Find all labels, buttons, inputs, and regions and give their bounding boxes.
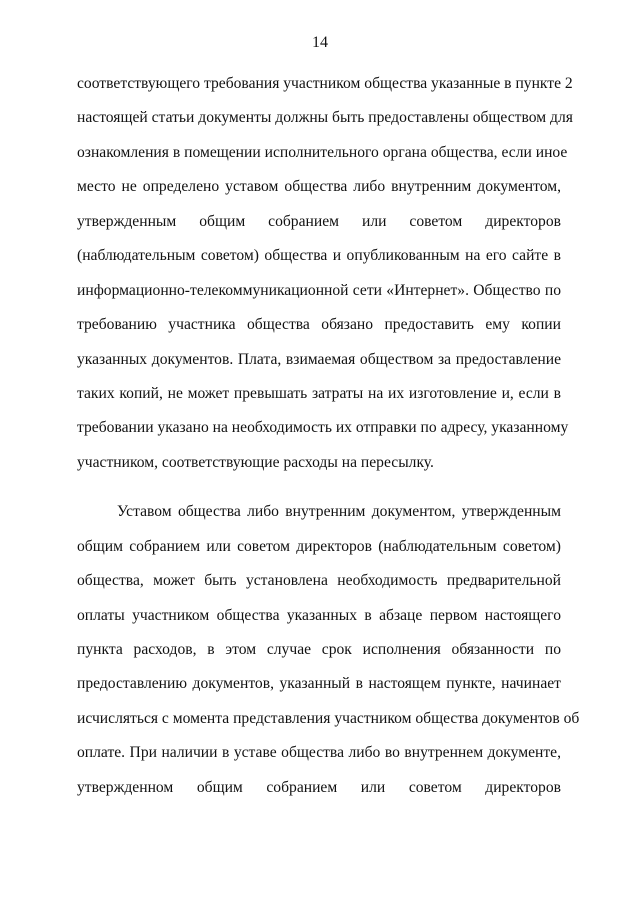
text-line: утвержденном общим собранием или советом директоров: [77, 778, 561, 796]
text-line: ознакомления в помещении исполнительного органа общества, если иное: [77, 143, 568, 161]
text-line: (наблюдательным советом) общества и опубликованным на его сайте в: [77, 247, 561, 265]
text-line: таких копий, не может превышать затраты на их изготовление и, если в: [77, 384, 561, 402]
paragraph-spacer: [77, 480, 561, 495]
text-line: оплаты участником общества указанных в абзаце первом настоящего: [77, 606, 561, 624]
text-line: общим собранием или советом директоров (наблюдательным советом): [77, 537, 561, 555]
text-line: исчисляться с момента представления участником общества документов об: [77, 709, 580, 727]
text-line: участником, соответствующие расходы на пересылку.: [77, 453, 434, 471]
text-line: место не определено уставом общества либо внутренним документом,: [77, 178, 561, 196]
text-line: указанных документов. Плата, взимаемая обществом за предоставление: [77, 350, 561, 368]
paragraph-1: [77, 67, 573, 480]
paragraph-2: [77, 495, 580, 805]
text-line: требованию участника общества обязано предоставить ему копии: [77, 316, 561, 334]
text-line: Уставом общества либо внутренним документом, утвержденным: [117, 503, 561, 521]
text-line: утвержденным общим собранием или советом директоров: [77, 212, 561, 230]
page-number: 14: [312, 34, 328, 51]
text-line: соответствующего требования участником общества указанные в пункте 2: [77, 75, 573, 92]
text-line: пункта расходов, в этом случае срок исполнения обязанности по: [77, 641, 561, 658]
text-line: информационно-телекоммуникационной сети «Интернет». Общество по: [77, 281, 561, 299]
body-text: [77, 67, 580, 805]
text-line: настоящей статьи документы должны быть предоставлены обществом для: [77, 109, 573, 127]
text-line: предоставлению документов, указанный в настоящем пункте, начинает: [77, 675, 561, 693]
text-line: общества, может быть установлена необходимость предварительной: [77, 572, 561, 590]
text-line: оплате. При наличии в уставе общества либо во внутреннем документе,: [77, 744, 561, 762]
text-line: требовании указано на необходимость их отправки по адресу, указанному: [77, 419, 569, 437]
